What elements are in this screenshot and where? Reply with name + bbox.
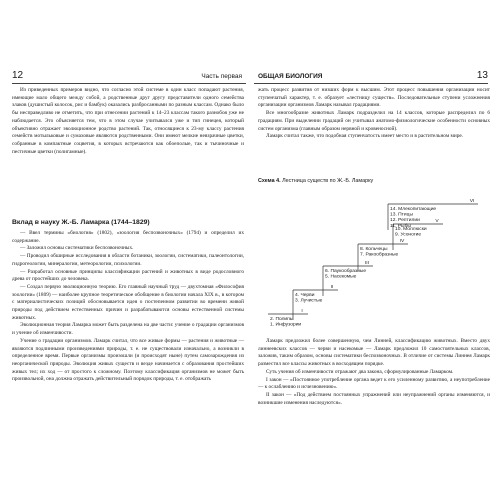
ladder-level-label: V <box>435 219 439 224</box>
ladder-group-label: 13. Птицы <box>390 212 413 218</box>
scheme-title: Лестница существ по Ж.-Б. Ламарку <box>282 178 374 184</box>
ladder-group-label: 4. Черви <box>295 293 315 298</box>
ladder-level-label: VI <box>469 199 475 204</box>
ladder-group-label: 1. Инфузории <box>270 322 302 328</box>
ladder-diagram <box>258 186 490 336</box>
left-page-header <box>0 70 250 82</box>
paragraph: — Заложил основы систематики беспозвоночных. <box>20 245 134 252</box>
right-page-header <box>250 70 500 82</box>
ladder-group-label: 10. Моллюски <box>395 227 427 232</box>
left-header-rule <box>12 83 246 84</box>
paragraph: жать процесс развития от низших форм к высшим. Этот процесс повышения организации носит ступенчатый характер, т. е. образует «лестницу существ». Последовательные ступени усложнения организации организмов Ламарк называл градациями. <box>258 87 490 109</box>
paragraph: — Проводил обширные исследования в области ботаники, зоологии, систематики, палеонтологии, гидрогеологии, минералогии, метеорологии, психологии. <box>12 253 244 267</box>
paragraph: — Создал первую эволюционную теорию. Его главный научный труд — двухтомная «Философия зоологии» (1809) — наиболее крупное теоретическое обобщение в биологии начала XIX в., в котором с материалистических позиций обосновывается идея о постепенном развитии во времени живой природы под действием естественных причин и разрабатываются основы естественной системы животных. <box>12 283 244 321</box>
paragraph: II закон — «Под действием постоянных упражнений или неупражнений органы изменяются, и возникшие изменения наследуются». <box>258 391 490 406</box>
paragraph: Ламарк считал также, что подобная ступенчатость имеет место и в растительном мире. <box>266 133 464 140</box>
right-header-rule <box>254 83 488 84</box>
scheme-label: Схема 4. <box>258 178 281 184</box>
scheme-caption <box>258 177 490 185</box>
left-section-text <box>12 230 244 384</box>
section-title: Вклад в науку Ж.-Б. Ламарка (1744–1829) <box>12 219 150 226</box>
ladder-group-label: 12. Рептилии <box>390 218 420 224</box>
paragraph: Учение о градации организмов. Ламарк считал, что все живые формы — растения и животные — являются подлинными произведениями природы, т. е. не существовали изначально, а возникли в определенное время. Первые организмы произошли (и происходят ныне) путем самозарождения из неорганической природы. Эволюция живых существ и везде начинается с образования простейших живых тел; их ход — от простого к сложному. Поэтому классификация организмов не может быть произвольной, она должна отражать действительный порядок природы, т. е. отображать <box>12 337 244 383</box>
paragraph: Ламарк предложил более совершенную, чем Линней, классификацию животных. Вместо двух линнеевских классов — черви и насекомые — Ламарк предложил 10 самостоятельных классов, заложив, таким образом, основы систематики беспозвоночных. В отличие от системы Линнея Ламарк разместил все классы животных в восходящем порядке. <box>258 338 490 368</box>
paragraph: Суть учения об изменчивости отражают два закона, сформулированные Ламарком. <box>266 368 454 375</box>
ladder-group-label: 8. Кольчецы <box>360 247 388 252</box>
ladder-group-label: 11. Рыбы <box>390 223 411 229</box>
ladder-level-label: II <box>330 285 334 290</box>
ladder-level-label: III <box>364 261 370 266</box>
ladder-group-label: 3. Лучистые <box>295 298 323 304</box>
right-top-text <box>258 87 490 141</box>
paragraph: — Разработал основные принципы классификации растений и животных в виде родословного древа от простейших до человека. <box>12 268 244 283</box>
ladder-group-label: 6. Паукообразные <box>325 269 367 274</box>
paragraph: Эволюционная теория Ламарка может быть разделена на две части: учение о градации организмов и учение об изменчивости. <box>12 322 244 337</box>
right-page-number: 13 <box>476 70 488 81</box>
right-bottom-text <box>258 338 490 407</box>
ladder-group-label: 14. Млекопитающие <box>390 207 437 212</box>
paragraph: — Ввел термины «биология» (1802), «зоология беспозвоночных» (1794) и определил их содержание. <box>12 230 244 244</box>
ladder-level-label: I <box>301 309 303 314</box>
left-intro-text <box>12 87 244 156</box>
ladder-group-label: 9. Усоногие <box>395 232 422 238</box>
left-page-number: 12 <box>12 70 24 81</box>
ladder-group-label: 2. Полипы <box>270 317 294 322</box>
paragraph: I закон — «Постоянное употребление органа ведет к его усиленному развитию, а неупотребление — к ослаблению и исчезновению». <box>258 376 490 391</box>
ladder-group-label: 5. Насекомые <box>325 274 357 280</box>
left-running-title: Часть первая <box>201 73 242 80</box>
paragraph: Из приведенных примеров видно, что согласно этой системе в один класс попадают растения, имеющие мало общего между собой, а родственные друг другу представители одного семейства злаков (душистый колосок, рис и бамбук) оказались разбросанными по разным классам. Однако было бы несправедливо не отметить, что при отнесении растений к 14–23 классам такого разнобоя уже не наблюдается. Это объясняется тем, что в этом случае учитывался уже и тип гинецея, который объективно отражает эволюционное родство растений. Так, относящиеся к 23-му классу растения семейств мотыльковые и сумаховые являются родственными. Они имеют мелкие невзрачные цветки, собранные в компактные соцветия, в которых встречаются как обоеполые, так и тычиночные и пестичные цветки (полигамные). <box>12 87 244 155</box>
right-running-title: ОБЩАЯ БИОЛОГИЯ <box>258 73 323 80</box>
ladder-level-label: IV <box>399 239 405 244</box>
paragraph: Все многообразие животных Ламарк подразделил на 14 классов, которые распределил по 6 градациям. При выделении градаций он учитывал анатомо-физиологические особенности основных систем организма (главным образом нервной и кровеносной). <box>258 110 490 132</box>
right-page <box>250 0 500 500</box>
ladder-group-label: 7. Ракообразные <box>360 252 399 258</box>
